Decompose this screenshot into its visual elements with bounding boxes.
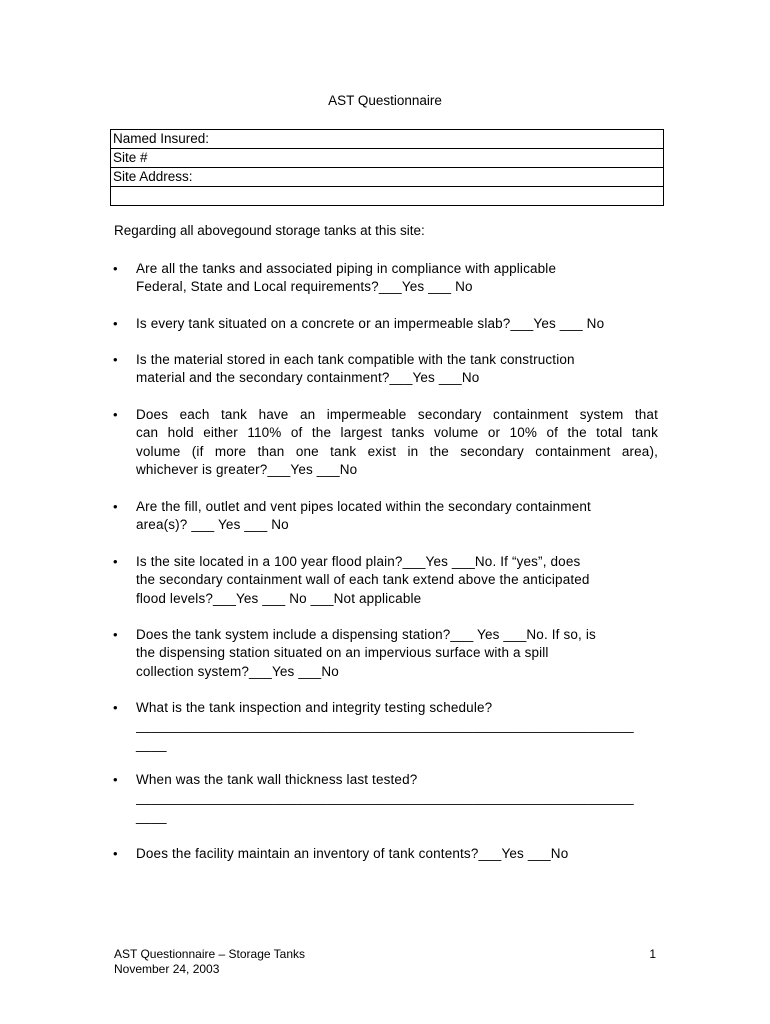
question-line: Is the site located in a 100 year flood plain?___Yes ___No. If “yes”, does (136, 554, 581, 569)
question-line: Does the tank system include a dispensing station?___ Yes ___No. If so, is (136, 627, 596, 642)
bullet-icon: • (113, 499, 118, 514)
answer-line: _________________________________________________________________ (136, 790, 634, 806)
bullet-icon: • (113, 627, 118, 642)
question-line: Are the fill, outlet and vent pipes located within the secondary containment (136, 499, 591, 514)
question-line: When was the tank wall thickness last tested? (136, 772, 418, 787)
named-insured-cell: Named Insured: (111, 130, 664, 149)
answer-line: _________________________________________________________________ (136, 718, 634, 734)
question-text (136, 626, 658, 681)
footer-title: AST Questionnaire – Storage Tanks (114, 947, 306, 961)
question-text (136, 845, 658, 863)
page-title: AST Questionnaire (328, 93, 442, 108)
question-line: the dispensing station situated on an impervious surface with a spill (136, 645, 549, 661)
question-text (136, 260, 658, 297)
bullet-icon: • (113, 846, 118, 861)
insured-info-table (110, 129, 664, 206)
question-line: material and the secondary containment?___Yes ___No (136, 370, 480, 386)
question-line: can hold either 110% of the largest tanks volume or 10% of the total tank (136, 425, 658, 441)
bullet-icon: • (113, 261, 118, 276)
question-text (136, 315, 658, 333)
question-line: collection system?___Yes ___No (136, 663, 339, 679)
answer-line: ____ (136, 808, 167, 824)
table-row (111, 149, 664, 168)
bullet-icon: • (113, 700, 118, 715)
question-line: the secondary containment wall of each tank extend above the anticipated (136, 572, 590, 588)
question-line: Are all the tanks and associated piping in compliance with applicable (136, 261, 557, 276)
question-text (136, 498, 658, 535)
question-line: flood levels?___Yes ___ No ___Not applicable (136, 590, 422, 606)
question-text (136, 699, 658, 754)
question-line: Does the facility maintain an inventory of tank contents?___Yes ___No (136, 846, 569, 861)
footer-date: November 24, 2003 (114, 962, 220, 976)
bullet-icon: • (113, 352, 118, 367)
answer-line: ____ (136, 736, 167, 752)
bullet-icon: • (113, 772, 118, 787)
bullet-icon: • (113, 316, 118, 331)
intro-text: Regarding all abovegound storage tanks at this site: (114, 223, 425, 238)
site-number-cell: Site # (111, 149, 664, 168)
question-line: whichever is greater?___Yes ___No (136, 461, 358, 477)
question-line: area(s)? ___ Yes ___ No (136, 517, 289, 533)
question-line: Is every tank situated on a concrete or an impermeable slab?___Yes ___ No (136, 316, 605, 331)
question-text (136, 771, 658, 826)
question-line: volume (if more than one tank exist in the secondary containment area), (136, 443, 658, 459)
page-number: 1 (649, 947, 656, 961)
bullet-icon: • (113, 554, 118, 569)
question-text (136, 406, 658, 479)
footer (114, 947, 305, 977)
table-row (111, 187, 664, 206)
question-text (136, 351, 658, 388)
question-line: Is the material stored in each tank compatible with the tank construction (136, 352, 575, 367)
question-line: What is the tank inspection and integrity testing schedule? (136, 700, 493, 715)
site-address-cell: Site Address: (111, 168, 664, 187)
question-text (136, 553, 658, 608)
blank-cell (111, 187, 664, 206)
question-line: Federal, State and Local requirements?___Yes ___ No (136, 279, 473, 295)
table-row (111, 130, 664, 149)
table-row (111, 168, 664, 187)
question-line: Does each tank have an impermeable secondary containment system that (136, 407, 658, 422)
bullet-icon: • (113, 407, 118, 422)
